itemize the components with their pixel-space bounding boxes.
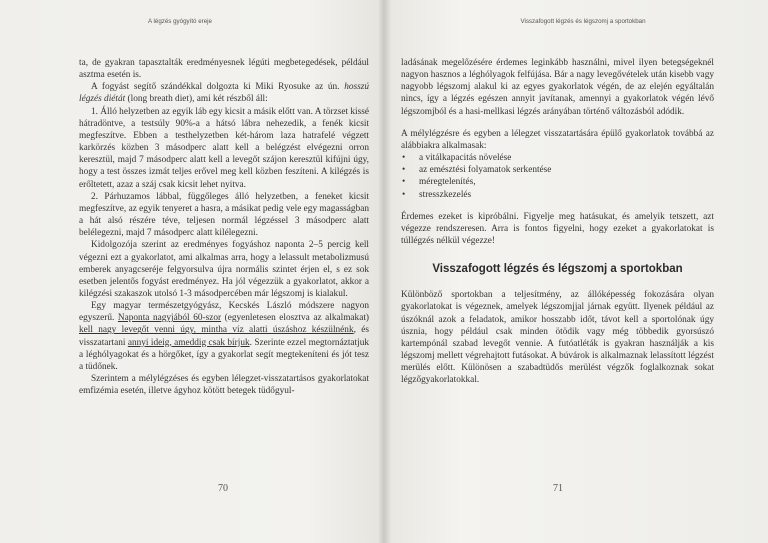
emphasized-term: hosszú légzés diétát [79,82,369,105]
paragraph: 2. Párhuzamos lábbal, függőleges álló helyzetben, a feneket kicsit megfeszítve, az egyik tenyeret a hasra, a másikat pedig vele egy magasságban a hát alsó részére téve, teljesen normál légzéssel 3 másodperc alatt belélegezni, majd 7 másodperc alatt kilélegezni. [79,191,369,239]
page-number-left: 70 [218,483,228,494]
list-item [401,164,714,176]
paragraph [79,81,369,105]
underlined-text: Naponta nagyjából 60-szor [117,313,222,324]
paragraph: Különböző sportokban a teljesítmény, az állóképesség fokozására olyan gyakorlatokat is végeznek, amelyek légszomjjal járnak együtt. Ilyenek például az úszóknál azok a feladatok, amikor hosszabb időt, távot kell a sportolónak úgy úsznia, hogy például csak minden ötödik vagy még többedik gyorsúszó kartempónál szabad levegőt vennie. A futóatléták is gyakran használják a kis légszomj mellett végrehajtott futásokat. A búvárok is alkalmaznak lelassított légzést merülés előtt. Különösen a szabadtüdős merülést végzők foglalkoznak sokat légzőgyakorlatokkal. [401,290,714,386]
list-item-text: méregtelenítés, [419,177,476,188]
paragraph: ta, de gyakran tapasztalták eredményesnek légúti megbetegedések, például asztma esetén is. [79,58,369,81]
underlined-text: annyi ideig, ameddig csak bírjuk [127,337,250,348]
paragraph: Érdemes ezeket is kipróbálni. Figyelje meg hatásukat, és amelyik tetszett, azt végezze rendszeresen. Arra is fontos figyelni, hogy ezeket a gyakorlatokat is túllégzés nélkül végezze! [401,211,714,247]
list-item-text: az emésztési folyamatok serkentése [419,165,552,176]
left-page-body [79,57,369,397]
paragraph: A mélylégzésre és egyben a lélegzet visszatartására épülő gyakorlatok továbbá az alábbiakra alkalmasak: [401,128,714,151]
paragraph-gap [401,201,714,211]
list-item [401,189,714,201]
text-run: Egy magyar természetgyógyász, Kecskés László módszere nagyon egyszerű. [79,301,369,324]
paragraph: 1. Álló helyzetben az egyik láb egy kicsit a másik előtt van. A törzset kissé hátradöntve, a testsúly 90%-a a hátsó lábra nehezedik, a fenék kicsit megfeszítve. Ebben a testhelyzetben két-három laza hatrafelé végzett karkörzés közben 3 másodperc alatt kell a belégzést elvégezni orron keresztül, majd 7 másodperc alatt kell a levegőt szájon keresztül kifújni úgy, hogy a test összes izmát teljes erővel meg kell közben feszíteni. A kilégzés is erőltetett, azaz a száj csak kicsit lehet nyitva. [79,106,369,190]
list-item-text: stresszkezelés [419,189,472,200]
bullet-icon: • [402,153,406,164]
right-page [388,0,768,543]
text-run: , és visszatartani [79,325,369,348]
text-run: . Szerinte ezzel megtornáztatjuk a léghólyagokat és a hörgőket, így a gyakorlat segít megtekeníteni és jót tesz a tüdőnek. [79,337,370,372]
bullet-list [401,152,714,201]
paragraph [79,300,369,373]
running-head-left: A légzés gyógyító ereje [148,18,212,25]
list-item-text: a vitálkapacitás növelése [419,153,512,164]
underlined-text: kell nagy levegőt venni úgy, mintha víz alatti úszáshoz készülnénk [79,325,354,336]
text-run: A fogyást segítő szándékkal dolgozta ki Miki Ryosuke az ún. [91,82,345,93]
page-number-right: 71 [553,483,563,494]
paragraph: ladásának megelőzésére érdemes leginkább használni, mivel ilyen betegségeknél nagyon hasznos a léghólyagok felfújása. Bár a nagy levegővételek után kisebb vagy nagyobb légszomj alakul ki az egyes gyakorlatok végén, de az elején egyáltalán nincs, így a légzés egészen annyit javítanak, amennyi a gyakorlatok végén lévő légszomjból és a hasi-mellkasi légzés arányában történő változásból adódik. [401,58,714,117]
bullet-icon: • [402,177,406,188]
paragraph: Kidolgozója szerint az eredményes fogyáshoz naponta 2–5 percig kell végezni ezt a gyakorlatot, ami alkalmas arra, hogy a lelassult metabolizmusú emberek anyagcseréje felgyorsulva újra normális szintet érjen el, s ez sok esetben jelentős fogyást eredményez. Ha jól végezzük a gyakorlatot, akkor a kilégzési szakaszok utolsó 1-3 másodpercében már légszomj is kialakul. [79,240,369,299]
bullet-icon: • [402,189,406,200]
running-head-right: Visszafogott légzés és légszomj a sportokban [520,18,646,25]
list-item [401,176,714,188]
section-heading: Visszafogott légzés és légszomj a sportokban [432,263,683,276]
paragraph: Szerintem a mélylégzéses és egyben lélegzet-visszatartásos gyakorlatokat emfizémia esetén, illetve ágyhoz kötött betegek tüdőgyul- [79,374,369,397]
text-run: (long breath diet), ami két részből áll: [125,94,268,105]
bullet-icon: • [402,165,406,176]
list-item [401,152,714,164]
right-page-body [401,57,714,386]
text-run: (egyenletesen elosztva az alkalmakat) [221,313,370,324]
paragraph-gap [401,118,714,128]
